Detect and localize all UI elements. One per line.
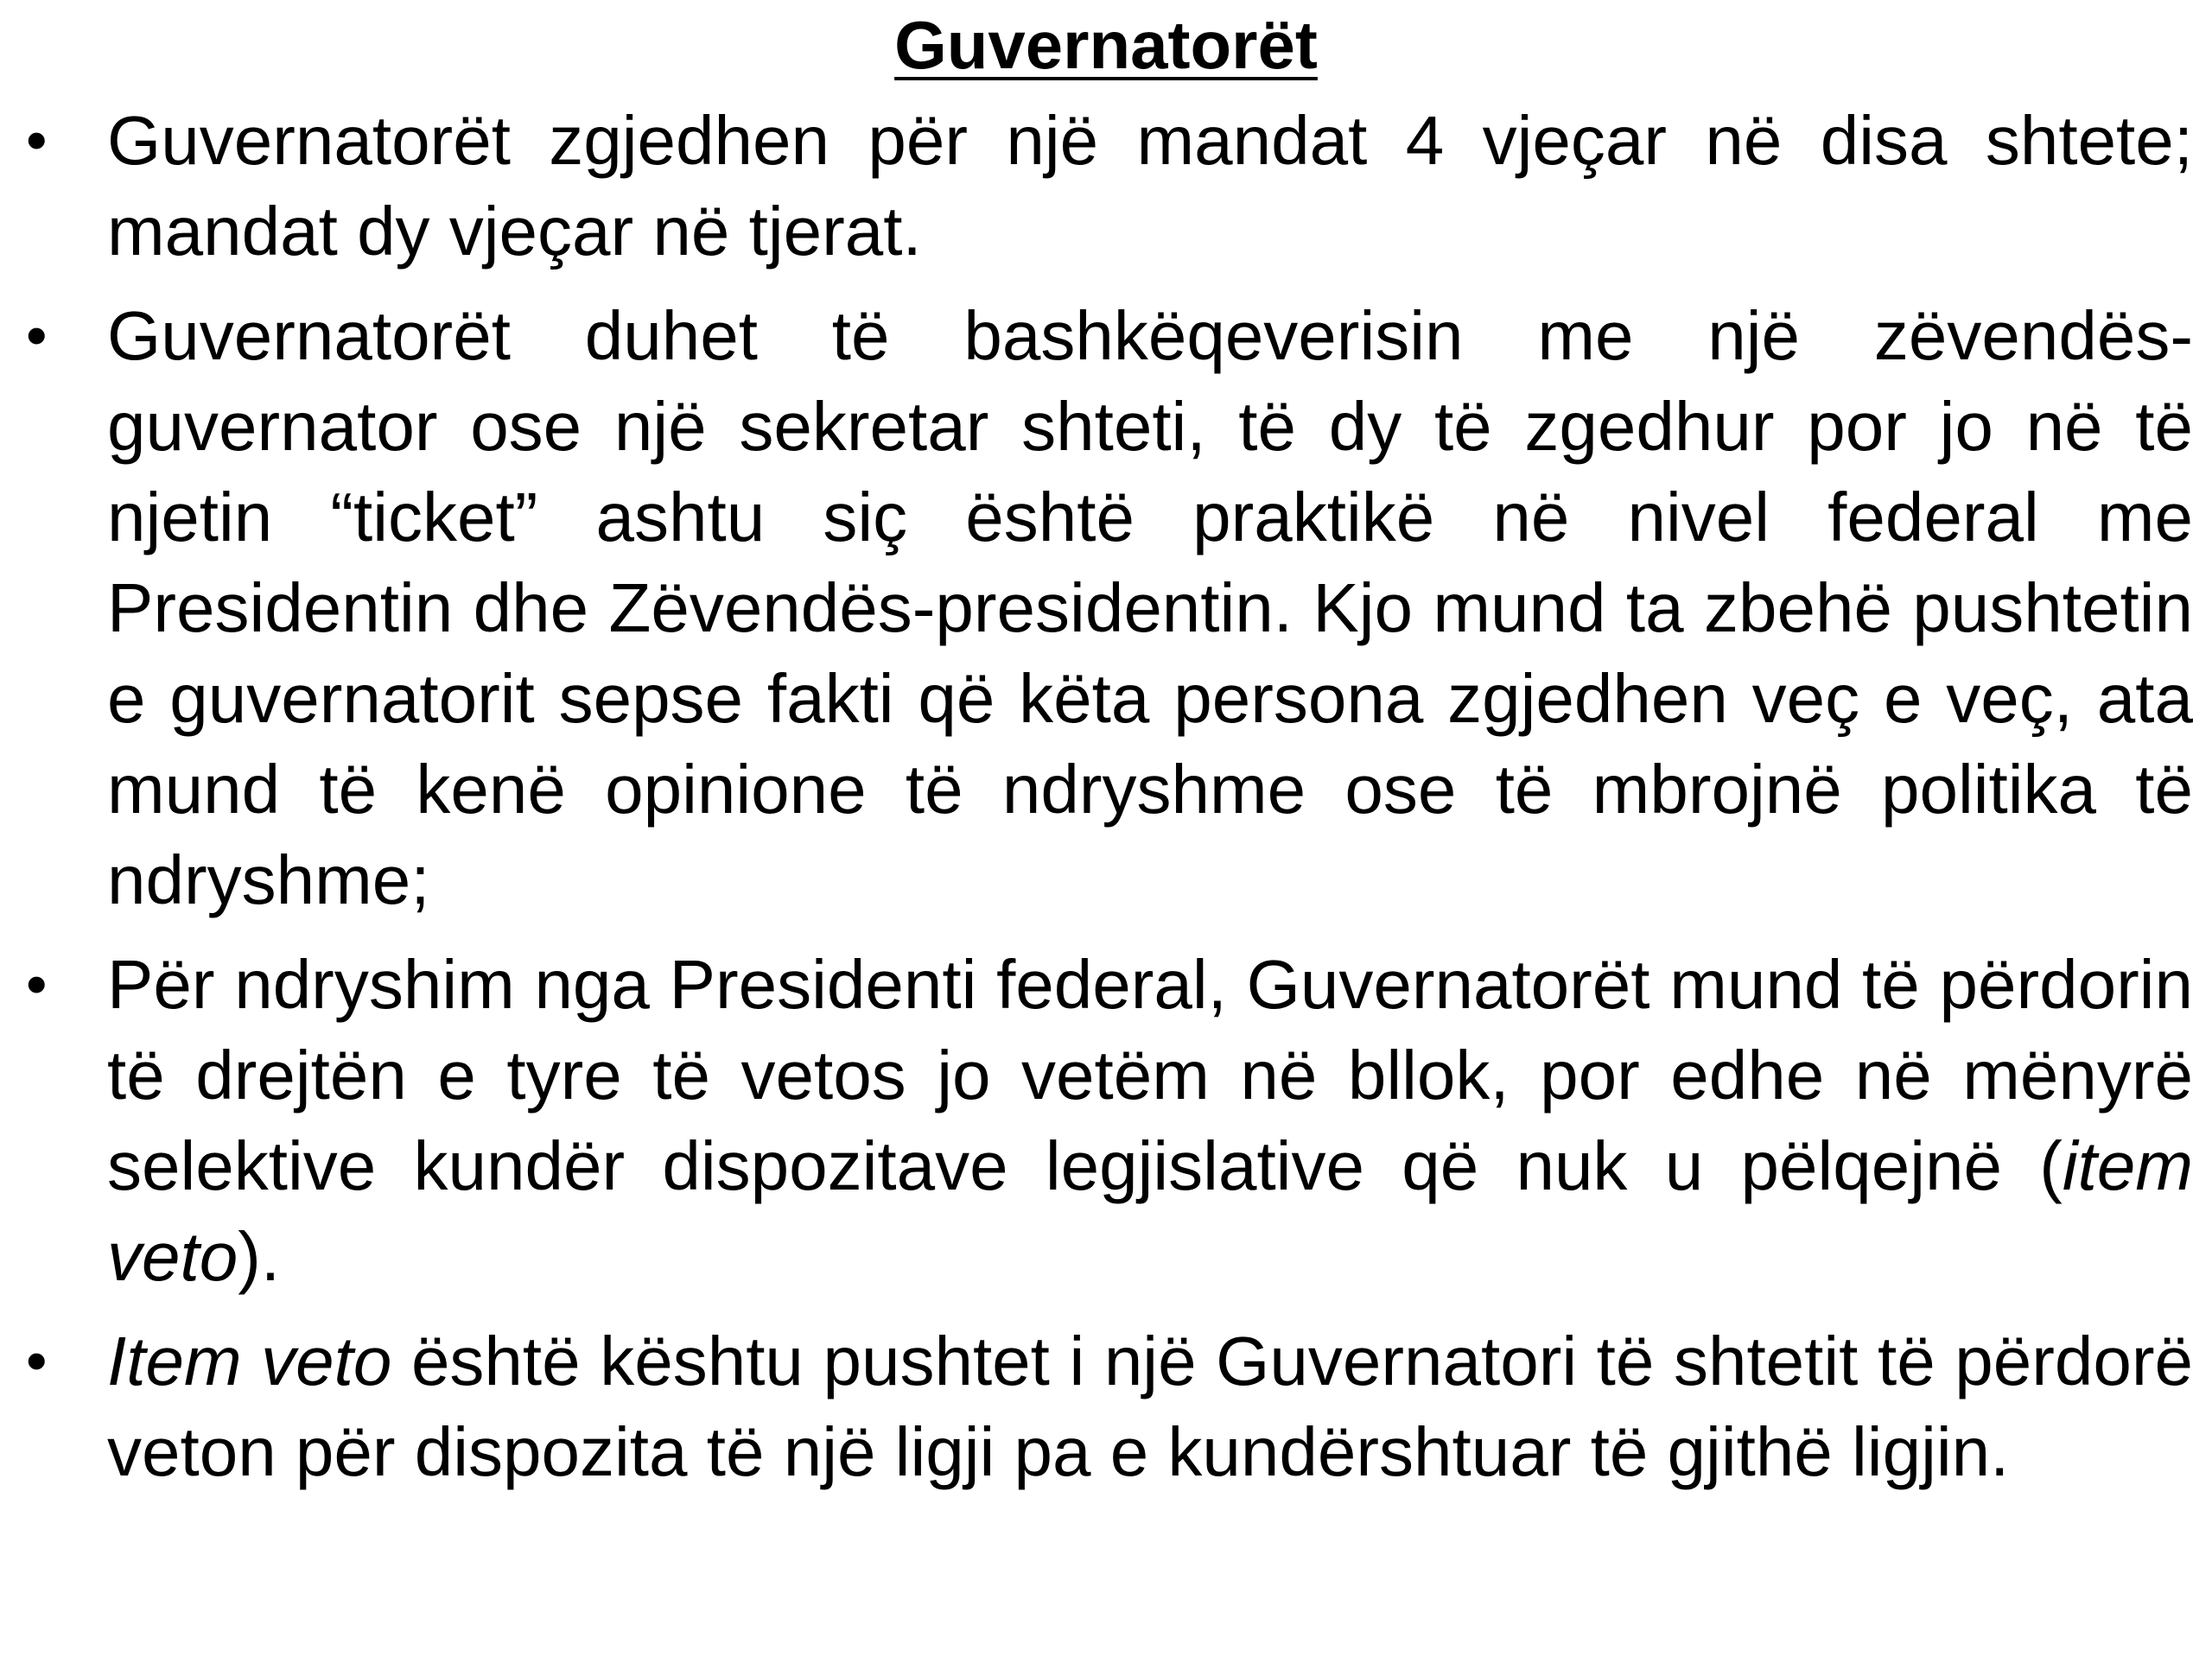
list-item bbox=[19, 939, 2193, 1302]
bullet-icon: • bbox=[26, 1327, 48, 1394]
slide-title: Guvernatorët bbox=[894, 7, 1318, 83]
list-item bbox=[19, 1316, 2193, 1497]
item-text: është kështu pushtet i një Guvernatori të shtetit të përdorë veton për dispozita të një ligji pa e kundërshtuar të gjithë ligjin. bbox=[107, 1323, 2193, 1490]
item-text: Për ndryshim nga Presidenti federal, Guvernatorët mund të përdorin të drejtën e tyre të vetos jo vetëm në bllok, por edhe në mënyrë selektive kundër dispozitave legjislative që nuk u pëlqejnë ( bbox=[107, 946, 2193, 1204]
slide bbox=[0, 7, 2212, 1669]
item-text: Guvernatorët duhet të bashkëqeverisin me një zëvendës-guvernator ose një sekretar shteti, të dy të zgedhur por jo në të njetin “ticket” ashtu siç është praktikë në nivel federal me Presidentin dhe Zëvendës-presidentin. Kjo mund ta zbehë pushtetin e guvernatorit sepse fakti që këta persona zgjedhen veç e veç, ata mund të kenë opinione të ndryshme ose të mbrojnë politika të ndryshme; bbox=[107, 297, 2193, 918]
bullet-icon: • bbox=[26, 301, 48, 369]
item-italic-term: item veto bbox=[107, 1127, 2193, 1295]
list-item bbox=[19, 95, 2193, 276]
bullet-icon: • bbox=[26, 950, 48, 1018]
bullet-icon: • bbox=[26, 106, 48, 174]
list-item bbox=[19, 290, 2193, 925]
bullet-list bbox=[19, 95, 2193, 1497]
item-text: Guvernatorët zgjedhen për një mandat 4 vjeçar në disa shtete; mandat dy vjeçar në tjerat. bbox=[107, 102, 2193, 270]
item-italic-term: Item veto bbox=[107, 1323, 392, 1399]
item-text-end: ). bbox=[238, 1218, 281, 1295]
